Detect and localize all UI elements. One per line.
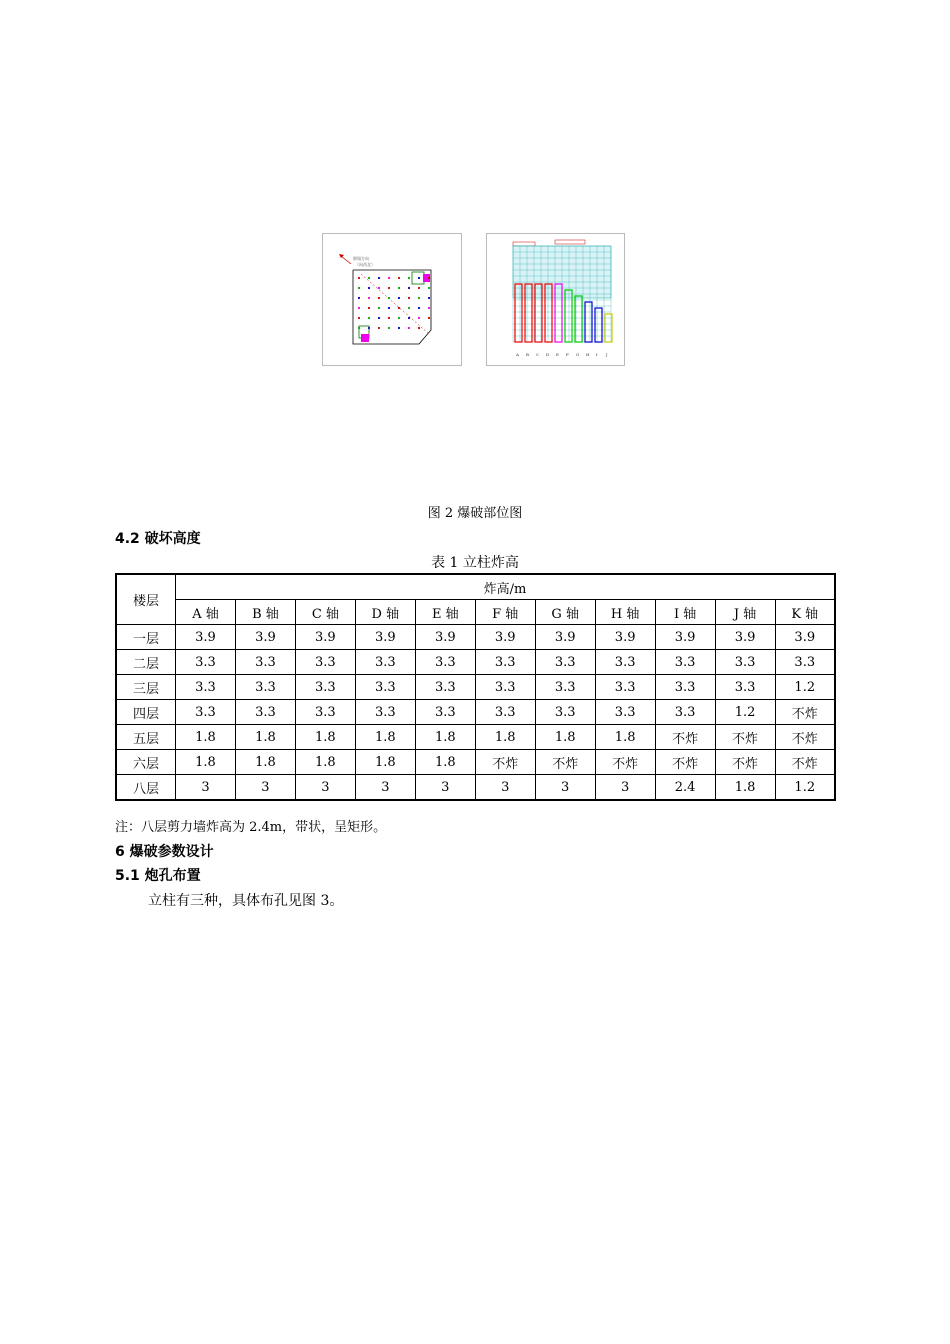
column-dot: [358, 307, 360, 309]
column-header: A 轴: [176, 600, 236, 625]
column-dot: [388, 277, 390, 279]
section-heading-6: 6 爆破参数设计: [115, 844, 214, 860]
value-cell: 3.3: [415, 675, 475, 700]
value-cell: 1.2: [715, 700, 775, 725]
table-row: [116, 675, 835, 700]
column-dot: [428, 297, 430, 299]
value-cell: 3.9: [655, 625, 715, 650]
value-cell: 3: [355, 775, 415, 801]
value-cell: 3.3: [595, 675, 655, 700]
blast-frame: [595, 308, 602, 342]
value-cell: 3.9: [355, 625, 415, 650]
value-cell: 1.8: [415, 725, 475, 750]
floor-cell: 一层: [116, 625, 176, 650]
column-dot: [398, 297, 400, 299]
floor-plan-drawing: [323, 234, 461, 365]
value-cell: 3.3: [355, 650, 415, 675]
column-dot: [408, 307, 410, 309]
value-cell: 不炸: [655, 725, 715, 750]
column-dot: [368, 317, 370, 319]
value-cell: 3.3: [655, 700, 715, 725]
value-cell: 1.8: [295, 725, 355, 750]
floor-cell: 三层: [116, 675, 176, 700]
column-header: B 轴: [235, 600, 295, 625]
body-paragraph: 立柱有三种，具体布孔见图 3。: [148, 893, 344, 909]
column-dot: [388, 287, 390, 289]
column-dot: [388, 317, 390, 319]
value-cell: 3.9: [235, 625, 295, 650]
column-header-row: [116, 600, 835, 625]
column-dot: [388, 307, 390, 309]
column-dot: [388, 297, 390, 299]
table-note: 注：八层剪力墙炸高为 2.4m，带状，呈矩形。: [115, 820, 387, 835]
column-header: H 轴: [595, 600, 655, 625]
value-cell: 3.3: [176, 700, 236, 725]
value-cell: 1.8: [355, 725, 415, 750]
value-cell: 3.3: [176, 675, 236, 700]
axis-label: C: [536, 352, 540, 357]
value-cell: 3.9: [775, 625, 835, 650]
value-cell: 3.3: [235, 675, 295, 700]
value-cell: 不炸: [655, 750, 715, 775]
value-cell: 3.9: [595, 625, 655, 650]
value-cell: 3.3: [595, 700, 655, 725]
value-cell: 不炸: [775, 700, 835, 725]
value-cell: 1.8: [176, 725, 236, 750]
value-cell: 不炸: [715, 750, 775, 775]
value-cell: 3.3: [715, 675, 775, 700]
column-dot: [378, 307, 380, 309]
value-cell: 3.3: [295, 650, 355, 675]
axis-label: B: [526, 352, 529, 357]
value-cell: 3: [176, 775, 236, 801]
axis-label: H: [586, 352, 590, 357]
elevation-figure: [486, 233, 625, 366]
axis-labels: [515, 352, 608, 357]
value-cell: 3.9: [715, 625, 775, 650]
column-dot: [368, 307, 370, 309]
direction-sublabel: （向西北）: [355, 262, 375, 267]
value-cell: 不炸: [775, 725, 835, 750]
column-dot: [408, 327, 410, 329]
column-header: I 轴: [655, 600, 715, 625]
value-cell: 3: [415, 775, 475, 801]
column-dot: [418, 317, 420, 319]
column-dot: [378, 287, 380, 289]
column-dot: [358, 297, 360, 299]
value-cell: 3.3: [415, 700, 475, 725]
axis-label: E: [556, 352, 559, 357]
column-header: F 轴: [475, 600, 535, 625]
value-cell: 不炸: [715, 725, 775, 750]
value-cell: 3.3: [176, 650, 236, 675]
value-cell: 3.9: [415, 625, 475, 650]
value-cell: 3: [535, 775, 595, 801]
table-row: [116, 775, 835, 801]
axis-label: G: [576, 352, 580, 357]
value-cell: 1.8: [475, 725, 535, 750]
column-dot: [408, 297, 410, 299]
figure-caption: 图 2 爆破部位图: [427, 506, 523, 521]
floor-cell: 四层: [116, 700, 176, 725]
value-cell: 3: [295, 775, 355, 801]
value-cell: 3.3: [415, 650, 475, 675]
column-dot: [418, 287, 420, 289]
group-header: 炸高/m: [176, 574, 836, 600]
table-row: [116, 650, 835, 675]
value-cell: 1.2: [775, 675, 835, 700]
table-caption: 表 1 立柱炸高: [431, 555, 519, 571]
value-cell: 3.3: [295, 700, 355, 725]
value-cell: 3.3: [715, 650, 775, 675]
column-header: K 轴: [775, 600, 835, 625]
floor-cell: 二层: [116, 650, 176, 675]
value-cell: 1.8: [235, 725, 295, 750]
axis-label: D: [546, 352, 550, 357]
section-heading-4-2: 4.2 破坏高度: [115, 531, 201, 547]
value-cell: 3.3: [535, 650, 595, 675]
value-cell: 不炸: [595, 750, 655, 775]
column-dot: [378, 327, 380, 329]
value-cell: 1.2: [775, 775, 835, 801]
value-cell: 不炸: [775, 750, 835, 775]
column-dot: [408, 277, 410, 279]
table-body: [116, 625, 835, 801]
column-dot: [428, 307, 430, 309]
column-dot: [398, 317, 400, 319]
floor-cell: 五层: [116, 725, 176, 750]
value-cell: 3.3: [235, 700, 295, 725]
value-cell: 1.8: [355, 750, 415, 775]
value-cell: 1.8: [295, 750, 355, 775]
value-cell: 3.3: [655, 650, 715, 675]
value-cell: 1.8: [235, 750, 295, 775]
value-cell: 3: [475, 775, 535, 801]
column-dot: [368, 287, 370, 289]
value-cell: 3: [595, 775, 655, 801]
column-dot: [378, 277, 380, 279]
value-cell: 3.3: [535, 700, 595, 725]
table-row: [116, 725, 835, 750]
column-dot: [408, 317, 410, 319]
value-cell: 3.3: [775, 650, 835, 675]
column-dot: [418, 277, 420, 279]
value-cell: 1.8: [176, 750, 236, 775]
column-dot: [398, 307, 400, 309]
column-dot: [418, 307, 420, 309]
column-dot: [398, 277, 400, 279]
value-cell: 3.9: [295, 625, 355, 650]
value-cell: 1.8: [715, 775, 775, 801]
column-dot: [408, 287, 410, 289]
axis-label: J: [606, 352, 608, 357]
column-dot: [398, 287, 400, 289]
floor-cell: 六层: [116, 750, 176, 775]
value-cell: 3.3: [595, 650, 655, 675]
table-row: [116, 625, 835, 650]
elevation-drawing: [487, 234, 624, 365]
column-dot: [398, 327, 400, 329]
column-dot: [358, 317, 360, 319]
value-cell: 3.9: [535, 625, 595, 650]
section-heading-5-1: 5.1 炮孔布置: [115, 868, 201, 884]
axis-label: A: [516, 352, 519, 357]
column-dot: [418, 327, 420, 329]
column-dots: [358, 277, 430, 329]
column-header: E 轴: [415, 600, 475, 625]
value-cell: 3.3: [475, 650, 535, 675]
column-dot: [428, 287, 430, 289]
floor-cell: 八层: [116, 775, 176, 801]
column-header: C 轴: [295, 600, 355, 625]
value-cell: 1.8: [595, 725, 655, 750]
value-cell: 3.3: [475, 700, 535, 725]
blast-height-table: [115, 573, 836, 801]
column-dot: [378, 297, 380, 299]
value-cell: 3.3: [655, 675, 715, 700]
column-header: D 轴: [355, 600, 415, 625]
direction-label: 倒塌方向: [353, 256, 369, 261]
table-row: [116, 750, 835, 775]
column-dot: [428, 277, 430, 279]
value-cell: 3.3: [355, 700, 415, 725]
value-cell: 3.3: [535, 675, 595, 700]
floor-header: 楼层: [116, 574, 176, 625]
column-dot: [378, 317, 380, 319]
column-dot: [368, 277, 370, 279]
value-cell: 3.3: [295, 675, 355, 700]
value-cell: 不炸: [535, 750, 595, 775]
column-dot: [388, 327, 390, 329]
axis-label: F: [566, 352, 569, 357]
value-cell: 1.8: [415, 750, 475, 775]
column-header: G 轴: [535, 600, 595, 625]
column-dot: [368, 327, 370, 329]
column-dot: [428, 317, 430, 319]
value-cell: 2.4: [655, 775, 715, 801]
value-cell: 3.3: [475, 675, 535, 700]
value-cell: 3.3: [355, 675, 415, 700]
value-cell: 3.9: [176, 625, 236, 650]
value-cell: 3: [235, 775, 295, 801]
column-dot: [358, 327, 360, 329]
column-dot: [418, 297, 420, 299]
axis-label: I: [596, 352, 598, 357]
column-dot: [358, 277, 360, 279]
value-cell: 3.3: [235, 650, 295, 675]
table-row: [116, 700, 835, 725]
value-cell: 3.9: [475, 625, 535, 650]
column-dot: [368, 297, 370, 299]
column-header: J 轴: [715, 600, 775, 625]
value-cell: 1.8: [535, 725, 595, 750]
column-dot: [358, 287, 360, 289]
value-cell: 不炸: [475, 750, 535, 775]
floor-plan-figure: [322, 233, 462, 366]
